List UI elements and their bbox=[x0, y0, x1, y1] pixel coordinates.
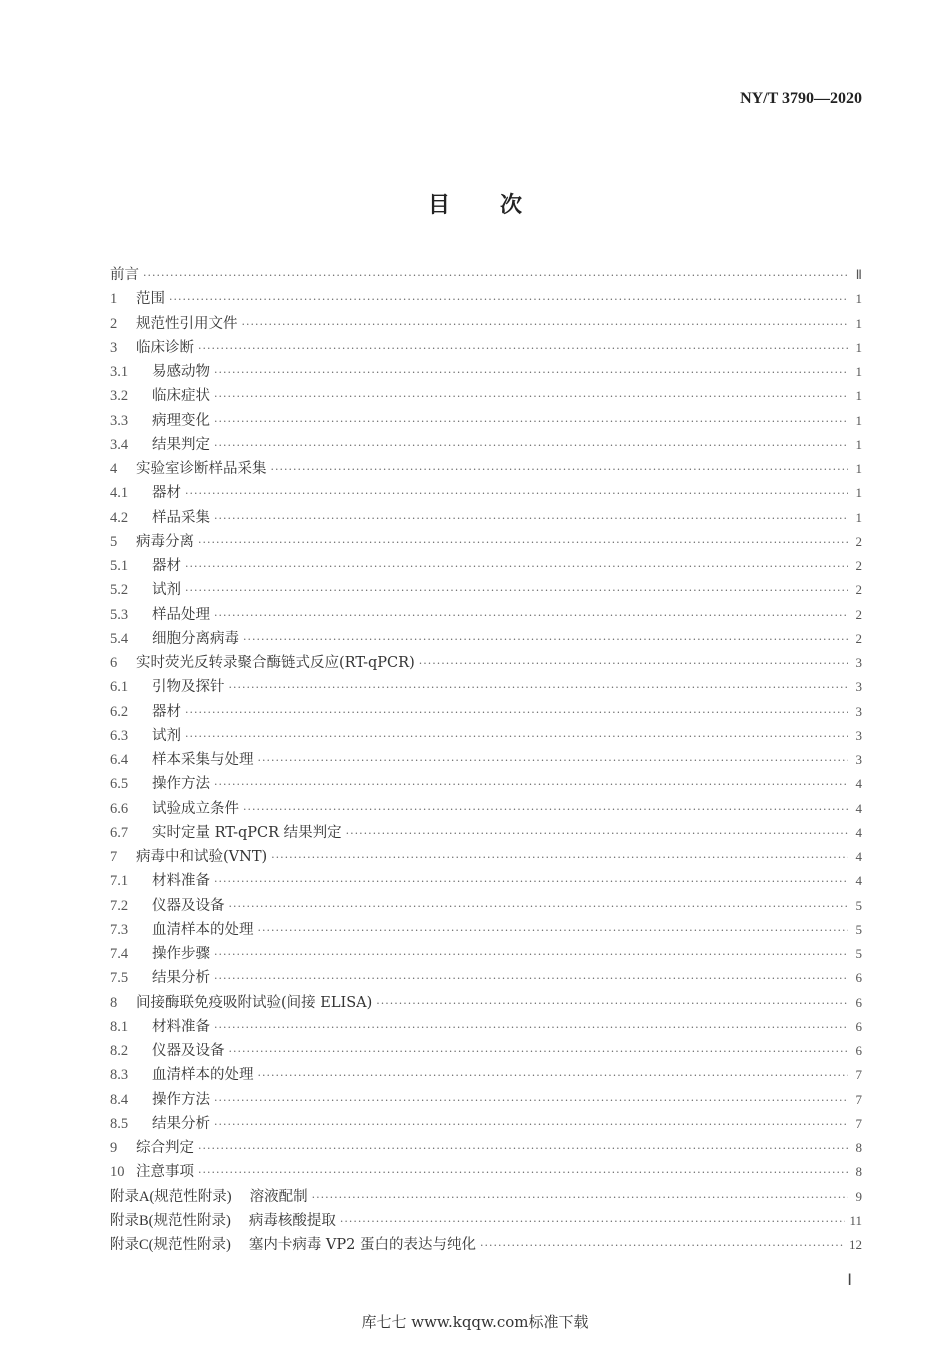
toc-entry-title: 实时定量 RT-qPCR 结果判定 bbox=[152, 824, 342, 841]
toc-entry-page: 3 bbox=[855, 752, 862, 767]
dot-leader bbox=[214, 415, 848, 428]
toc-entry[interactable] bbox=[110, 506, 862, 530]
toc-entry[interactable] bbox=[110, 869, 862, 893]
dot-leader bbox=[214, 609, 848, 622]
toc-entry-number: 3 bbox=[110, 339, 118, 356]
toc-entry-title: 血清样本的处理 bbox=[152, 921, 254, 938]
toc-entry-number: 5.1 bbox=[110, 558, 129, 574]
toc-entry-title: 细胞分离病毒 bbox=[152, 630, 239, 647]
toc-entry-number: 8.2 bbox=[110, 1043, 129, 1059]
dot-leader bbox=[214, 1094, 848, 1107]
standard-number: NY/T 3790—2020 bbox=[740, 90, 862, 107]
dot-leader bbox=[214, 948, 848, 961]
toc-entry-page: 1 bbox=[855, 388, 862, 404]
toc-entry-page: 7 bbox=[855, 1067, 862, 1083]
dot-leader bbox=[214, 875, 848, 888]
toc-entry[interactable] bbox=[110, 312, 862, 336]
toc-entry-page: 12 bbox=[849, 1237, 862, 1252]
toc-entry-title: 操作步骤 bbox=[152, 946, 210, 962]
toc-entry-page: 4 bbox=[855, 873, 862, 889]
dot-leader bbox=[229, 900, 849, 913]
toc-entry-number: 5.4 bbox=[110, 630, 129, 647]
dot-leader bbox=[229, 681, 849, 694]
toc-entry-title: 样品处理 bbox=[152, 606, 210, 623]
toc-entry-page: 5 bbox=[855, 897, 862, 913]
toc-entry-title: 病毒分离 bbox=[136, 533, 194, 550]
toc-entry[interactable] bbox=[110, 287, 862, 311]
toc-entry[interactable] bbox=[110, 1088, 862, 1112]
dot-leader bbox=[198, 1166, 848, 1179]
toc-entry-number: 10 bbox=[110, 1164, 125, 1181]
toc-entry[interactable] bbox=[110, 991, 862, 1015]
dot-leader bbox=[312, 1191, 848, 1204]
toc-entry-page: 6 bbox=[855, 1043, 862, 1058]
toc-entry-title: 器材 bbox=[152, 558, 181, 574]
toc-entry-page: 1 bbox=[855, 461, 862, 476]
toc-entry-number: 6.4 bbox=[110, 752, 129, 768]
dot-leader bbox=[214, 1118, 848, 1131]
toc-entry-page: 11 bbox=[849, 1212, 862, 1228]
toc-entry-title: 引物及探针 bbox=[152, 679, 225, 696]
toc-entry[interactable] bbox=[110, 651, 862, 675]
toc-entry-number: 7.3 bbox=[110, 921, 129, 938]
toc-entry-number: 7.5 bbox=[110, 970, 129, 987]
table-of-contents bbox=[110, 263, 862, 1257]
toc-entry-title: 规范性引用文件 bbox=[136, 315, 238, 332]
toc-entry[interactable] bbox=[110, 603, 862, 627]
toc-entry[interactable] bbox=[110, 1160, 862, 1184]
toc-entry-title: 试剂 bbox=[152, 727, 181, 744]
toc-entry-number: 7.4 bbox=[110, 946, 129, 962]
dot-leader bbox=[214, 778, 848, 791]
toc-entry-page: 1 bbox=[855, 509, 862, 525]
dot-leader bbox=[214, 1021, 848, 1034]
toc-entry-number: 7 bbox=[110, 849, 118, 865]
toc-entry-title: 试验成立条件 bbox=[152, 800, 239, 817]
toc-entry-number: 4 bbox=[110, 461, 118, 477]
toc-entry-title: 范围 bbox=[136, 291, 165, 308]
dot-leader bbox=[271, 463, 849, 476]
toc-entry-title: 操作方法 bbox=[152, 1091, 210, 1108]
toc-entry-number: 6.1 bbox=[110, 679, 129, 696]
toc-entry[interactable] bbox=[110, 481, 862, 505]
toc-entry[interactable] bbox=[110, 675, 862, 699]
toc-entry-page: 1 bbox=[855, 412, 862, 428]
toc-entry-page: 1 bbox=[855, 485, 862, 501]
dot-leader bbox=[185, 706, 848, 719]
toc-entry-number: 6.3 bbox=[110, 727, 129, 744]
toc-entry[interactable] bbox=[110, 627, 862, 651]
toc-entry[interactable] bbox=[110, 336, 862, 360]
toc-entry[interactable] bbox=[110, 578, 862, 602]
toc-entry-title: 临床诊断 bbox=[136, 339, 194, 356]
toc-entry-page: 8 bbox=[855, 1140, 862, 1155]
toc-entry[interactable] bbox=[110, 1039, 862, 1063]
toc-entry-number: 3.2 bbox=[110, 388, 129, 405]
dot-leader bbox=[214, 390, 848, 403]
toc-entry[interactable] bbox=[110, 772, 862, 796]
toc-entry-title: 试剂 bbox=[152, 582, 181, 599]
toc-entry[interactable] bbox=[110, 724, 862, 748]
dot-leader bbox=[242, 318, 849, 331]
toc-entry-title: 间接酶联免疫吸附试验(间接 ELISA) bbox=[136, 994, 373, 1011]
toc-entry-page: 4 bbox=[855, 776, 862, 792]
toc-entry-page: 7 bbox=[855, 1091, 862, 1107]
toc-entry-title: 操作方法 bbox=[152, 776, 210, 793]
toc-entry-title: 器材 bbox=[152, 485, 181, 502]
toc-entry[interactable] bbox=[110, 1112, 862, 1136]
toc-entry-page: 6 bbox=[855, 1018, 862, 1034]
dot-leader bbox=[480, 1239, 845, 1252]
toc-entry[interactable] bbox=[110, 821, 862, 845]
toc-entry-page: 1 bbox=[855, 291, 862, 307]
toc-entry-page: 4 bbox=[855, 800, 862, 816]
dot-leader bbox=[376, 997, 848, 1010]
toc-entry[interactable] bbox=[110, 918, 862, 942]
toc-entry-page: 9 bbox=[855, 1188, 862, 1204]
toc-entry-number: 附录B(规范性附录) bbox=[110, 1212, 231, 1229]
toc-entry-number: 9 bbox=[110, 1140, 118, 1156]
toc-entry-number: 8.5 bbox=[110, 1115, 129, 1132]
toc-entry-number: 1 bbox=[110, 291, 118, 308]
dot-leader bbox=[340, 1215, 846, 1228]
toc-entry[interactable] bbox=[110, 1136, 862, 1160]
toc-entry-title: 溶液配制 bbox=[249, 1188, 308, 1205]
toc-entry-page: 4 bbox=[855, 849, 862, 864]
toc-entry[interactable] bbox=[110, 1185, 862, 1209]
toc-entry-number: 8.1 bbox=[110, 1018, 129, 1035]
page-number: Ⅰ bbox=[847, 1272, 852, 1289]
toc-entry-number: 6.6 bbox=[110, 800, 129, 817]
toc-entry-page: 3 bbox=[855, 655, 862, 670]
toc-entry-title: 病毒核酸提取 bbox=[248, 1212, 336, 1229]
dot-leader bbox=[346, 827, 848, 840]
toc-entry-page: 3 bbox=[855, 679, 862, 695]
toc-entry[interactable] bbox=[110, 360, 862, 384]
toc-entry[interactable] bbox=[110, 1015, 862, 1039]
toc-entry-title: 材料准备 bbox=[152, 873, 210, 890]
toc-entry-number: 6.2 bbox=[110, 703, 129, 720]
toc-entry[interactable] bbox=[110, 409, 862, 433]
toc-entry-title: 实验室诊断样品采集 bbox=[136, 461, 267, 477]
toc-entry-page: 5 bbox=[855, 946, 862, 961]
toc-entry[interactable] bbox=[110, 554, 862, 578]
toc-entry-number: 7.2 bbox=[110, 897, 129, 914]
toc-entry-page: 2 bbox=[855, 558, 862, 573]
dot-leader bbox=[185, 584, 848, 597]
toc-entry[interactable] bbox=[110, 845, 862, 869]
toc-entry-page: 2 bbox=[855, 533, 862, 549]
toc-entry-title: 样本采集与处理 bbox=[152, 752, 254, 768]
toc-entry-title: 器材 bbox=[152, 703, 181, 720]
toc-entry[interactable] bbox=[110, 457, 862, 481]
dot-leader bbox=[214, 972, 848, 985]
toc-entry-title: 病理变化 bbox=[152, 412, 210, 429]
toc-entry-title: 前言 bbox=[110, 267, 139, 283]
toc-entry-title: 仪器及设备 bbox=[152, 1043, 225, 1059]
toc-entry-number: 6.5 bbox=[110, 776, 129, 793]
toc-entry-title: 血清样本的处理 bbox=[152, 1067, 254, 1084]
toc-entry-number: 2 bbox=[110, 315, 118, 332]
toc-entry[interactable] bbox=[110, 530, 862, 554]
dot-leader bbox=[198, 536, 848, 549]
dot-leader bbox=[185, 487, 848, 500]
toc-entry-page: 2 bbox=[855, 606, 862, 622]
dot-leader bbox=[243, 633, 848, 646]
dot-leader bbox=[214, 439, 848, 452]
dot-leader bbox=[243, 803, 848, 816]
toc-entry-number: 3.1 bbox=[110, 364, 129, 380]
toc-entry-page: 2 bbox=[855, 582, 862, 598]
toc-entry[interactable] bbox=[110, 1209, 862, 1233]
toc-entry-title: 临床症状 bbox=[152, 388, 210, 405]
dot-leader bbox=[169, 293, 848, 306]
toc-entry-number: 6.7 bbox=[110, 824, 129, 841]
toc-entry-page: 3 bbox=[855, 727, 862, 743]
toc-entry-page: 6 bbox=[855, 994, 862, 1010]
toc-entry-page: 1 bbox=[855, 364, 862, 379]
dot-leader bbox=[198, 1142, 848, 1155]
toc-entry-number: 5.2 bbox=[110, 582, 129, 599]
toc-entry-page: 1 bbox=[855, 436, 862, 452]
dot-leader bbox=[258, 924, 849, 937]
toc-entry-page: 1 bbox=[855, 315, 862, 331]
dot-leader bbox=[185, 730, 848, 743]
toc-entry-title: 结果分析 bbox=[152, 970, 210, 987]
toc-entry-title: 样品采集 bbox=[152, 509, 210, 526]
toc-entry-number: 4.1 bbox=[110, 485, 129, 502]
dot-leader bbox=[143, 269, 848, 282]
toc-entry[interactable] bbox=[110, 1233, 862, 1257]
dot-leader bbox=[258, 1069, 849, 1082]
toc-entry-page: 2 bbox=[855, 630, 862, 646]
toc-entry-number: 7.1 bbox=[110, 873, 129, 890]
toc-entry-number: 8.4 bbox=[110, 1091, 129, 1108]
toc-entry-page: Ⅱ bbox=[855, 267, 862, 282]
dot-leader bbox=[198, 342, 848, 355]
toc-entry-page: 3 bbox=[855, 703, 862, 719]
toc-entry[interactable] bbox=[110, 966, 862, 990]
toc-entry-number: 5.3 bbox=[110, 606, 129, 623]
toc-entry-title: 塞内卡病毒 VP2 蛋白的表达与纯化 bbox=[248, 1237, 476, 1253]
toc-entry[interactable] bbox=[110, 748, 862, 772]
toc-entry-page: 4 bbox=[855, 824, 862, 840]
toc-entry[interactable] bbox=[110, 700, 862, 724]
toc-entry-title: 注意事项 bbox=[136, 1164, 194, 1181]
toc-entry-number: 4.2 bbox=[110, 509, 129, 526]
dot-leader bbox=[185, 560, 848, 573]
toc-entry[interactable] bbox=[110, 942, 862, 966]
toc-entry-number: 8.3 bbox=[110, 1067, 129, 1084]
dot-leader bbox=[229, 1045, 849, 1058]
dot-leader bbox=[258, 754, 849, 767]
footer-watermark: 库七七 www.kqqw.com标准下载 bbox=[361, 1313, 589, 1331]
toc-entry[interactable] bbox=[110, 433, 862, 457]
toc-entry-title: 结果判定 bbox=[152, 436, 210, 453]
toc-entry[interactable] bbox=[110, 384, 862, 408]
toc-entry-title: 实时荧光反转录聚合酶链式反应(RT-qPCR) bbox=[136, 655, 415, 671]
toc-entry-number: 3.4 bbox=[110, 436, 129, 453]
dot-leader bbox=[419, 657, 848, 670]
toc-entry[interactable] bbox=[110, 1063, 862, 1087]
dot-leader bbox=[271, 851, 848, 864]
toc-entry-number: 3.3 bbox=[110, 412, 129, 429]
toc-entry-number: 附录C(规范性附录) bbox=[110, 1237, 231, 1253]
toc-entry-page: 6 bbox=[855, 970, 862, 986]
toc-entry-page: 7 bbox=[855, 1115, 862, 1131]
toc-entry-title: 易感动物 bbox=[152, 364, 210, 380]
toc-entry[interactable] bbox=[110, 263, 862, 287]
dot-leader bbox=[214, 512, 848, 525]
page-title: 目次 bbox=[427, 192, 572, 218]
toc-entry-page: 8 bbox=[855, 1164, 862, 1180]
toc-entry[interactable] bbox=[110, 797, 862, 821]
toc-entry-title: 综合判定 bbox=[136, 1140, 194, 1156]
toc-entry-number: 6 bbox=[110, 655, 118, 671]
toc-entry-title: 材料准备 bbox=[152, 1018, 210, 1035]
toc-entry-title: 结果分析 bbox=[152, 1115, 210, 1132]
toc-entry-number: 8 bbox=[110, 994, 118, 1011]
toc-entry-title: 病毒中和试验(VNT) bbox=[136, 849, 268, 865]
toc-entry-page: 5 bbox=[855, 921, 862, 937]
toc-entry-title: 仪器及设备 bbox=[152, 897, 225, 914]
toc-entry-number: 5 bbox=[110, 533, 118, 550]
dot-leader bbox=[214, 366, 848, 379]
toc-entry[interactable] bbox=[110, 894, 862, 918]
toc-entry-page: 1 bbox=[855, 339, 862, 355]
toc-entry-number: 附录A(规范性附录) bbox=[110, 1188, 232, 1205]
